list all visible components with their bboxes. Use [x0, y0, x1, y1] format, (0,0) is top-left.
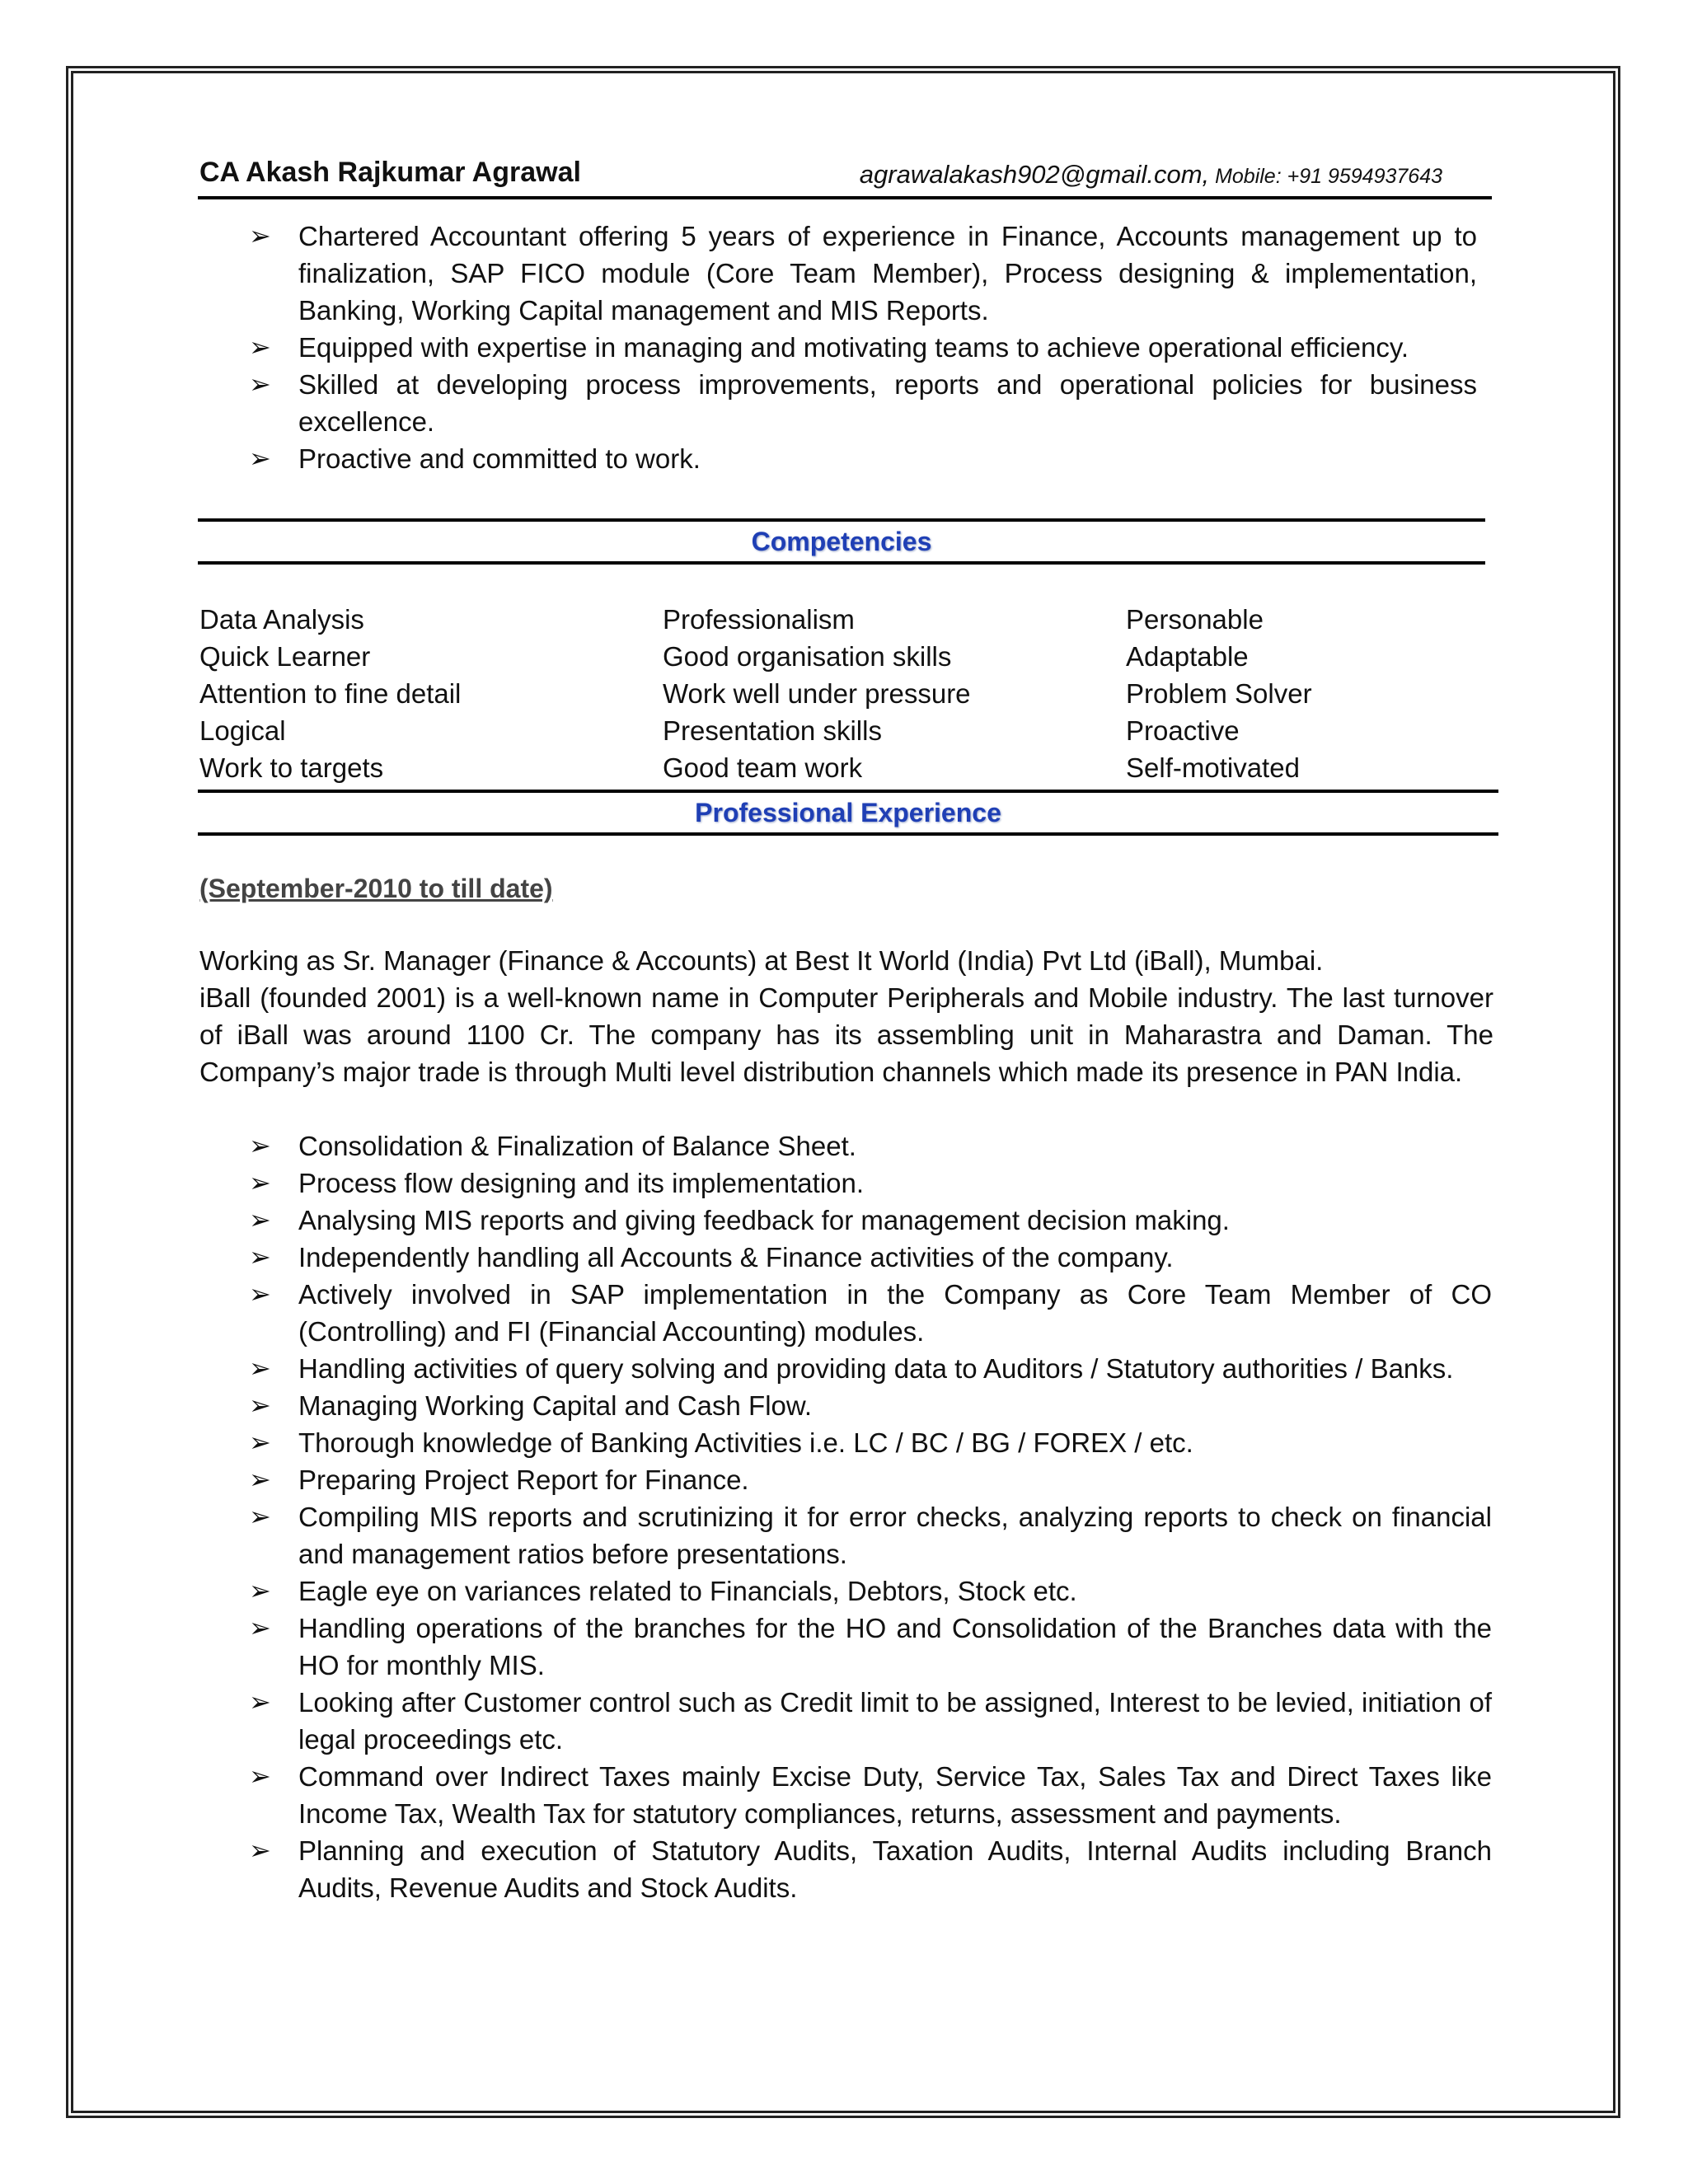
employment-period: (September-2010 to till date) [199, 874, 553, 903]
summary-list [198, 218, 1477, 477]
duty-item: ➢ Eagle eye on variances related to Financials, Debtors, Stock etc. [198, 1572, 1492, 1610]
duty-item: ➢ Handling activities of query solving and providing data to Auditors / Statutory authorities / Banks. [198, 1350, 1492, 1387]
duty-item: ➢ Thorough knowledge of Banking Activities i.e. LC / BC / BG / FOREX / etc. [198, 1424, 1492, 1461]
duty-item: ➢ Handling operations of the branches for the HO and Consolidation of the Branches data with the HO for monthly MIS. [198, 1610, 1492, 1684]
competency-item: Adaptable [1126, 641, 1249, 672]
arrow-bullet-icon: ➢ [249, 443, 271, 473]
arrow-bullet-icon: ➢ [249, 1390, 271, 1420]
competency-item: Presentation skills [663, 715, 882, 746]
experience-heading: Professional Experience [198, 790, 1498, 836]
email-address[interactable]: agrawalakash902@gmail.com, [859, 160, 1210, 189]
arrow-bullet-icon: ➢ [249, 221, 271, 251]
competency-item: Problem Solver [1126, 678, 1312, 709]
arrow-bullet-icon: ➢ [249, 1576, 271, 1605]
duty-item: ➢ Actively involved in SAP implementation in the Company as Core Team Member of CO (Controlling) and FI (Financial Accounting) modules. [198, 1276, 1492, 1350]
arrow-bullet-icon: ➢ [249, 369, 271, 399]
arrow-bullet-icon: ➢ [249, 1168, 271, 1197]
competency-item: Self-motivated [1126, 752, 1300, 783]
arrow-bullet-icon: ➢ [249, 1242, 271, 1272]
arrow-bullet-icon: ➢ [249, 1205, 271, 1235]
role-statement: Working as Sr. Manager (Finance & Accounts) at Best It World (India) Pvt Ltd (iBall), Mumbai. [199, 945, 1324, 976]
candidate-name: CA Akash Rajkumar Agrawal [199, 157, 581, 188]
competencies-heading: Competencies [198, 518, 1485, 565]
competency-item: Good organisation skills [663, 641, 952, 672]
arrow-bullet-icon: ➢ [249, 1279, 271, 1309]
arrow-bullet-icon: ➢ [249, 1687, 271, 1717]
duty-item: ➢ Independently handling all Accounts & Finance activities of the company. [198, 1239, 1492, 1276]
duty-item: ➢ Command over Indirect Taxes mainly Excise Duty, Service Tax, Sales Tax and Direct Taxes like Income Tax, Wealth Tax for statutory compliances, returns, assessment and payments. [198, 1758, 1492, 1832]
summary-item: ➢ Chartered Accountant offering 5 years of experience in Finance, Accounts management up to finalization, SAP FICO module (Core Team Member), Process designing & implementation, Banking, Working Capital management and MIS Reports. [198, 218, 1477, 329]
arrow-bullet-icon: ➢ [249, 1502, 271, 1531]
mobile-number: Mobile: +91 9594937643 [1209, 165, 1442, 188]
arrow-bullet-icon: ➢ [249, 1427, 271, 1457]
company-description [198, 942, 1493, 1090]
duty-item: ➢ Managing Working Capital and Cash Flow. [198, 1387, 1492, 1424]
competency-item: Logical [199, 715, 286, 746]
competency-item: Work to targets [199, 752, 384, 783]
duty-item: ➢ Compiling MIS reports and scrutinizing it for error checks, analyzing reports to check on financial and management ratios before presentations. [198, 1498, 1492, 1572]
duties-list [198, 1127, 1492, 1906]
arrow-bullet-icon: ➢ [249, 1131, 271, 1160]
competency-item: Professionalism [663, 604, 855, 635]
company-overview: iBall (founded 2001) is a well-known name in Computer Peripherals and Mobile industry. The last turnover of iBall was around 1100 Cr. The company has its assembling unit in Maharastra and Daman. The Company’s major trade is through Multi level distribution channels which made its presence in PAN India. [199, 982, 1493, 1087]
summary-item: ➢ Skilled at developing process improvements, reports and operational policies for business excellence. [198, 366, 1477, 440]
competency-item: Good team work [663, 752, 863, 783]
resume-header [198, 153, 1492, 199]
arrow-bullet-icon: ➢ [249, 1835, 271, 1865]
resume-page [198, 153, 1492, 1906]
summary-item: ➢ Equipped with expertise in managing and motivating teams to achieve operational efficiency. [198, 329, 1477, 366]
arrow-bullet-icon: ➢ [249, 1353, 271, 1383]
contact-info [860, 160, 1442, 190]
duty-item: ➢ Consolidation & Finalization of Balance Sheet. [198, 1127, 1492, 1165]
duty-item: ➢ Process flow designing and its implementation. [198, 1165, 1492, 1202]
competency-item: Data Analysis [199, 604, 364, 635]
arrow-bullet-icon: ➢ [249, 1613, 271, 1643]
arrow-bullet-icon: ➢ [249, 1465, 271, 1494]
duty-item: ➢ Looking after Customer control such as Credit limit to be assigned, Interest to be levied, initiation of legal proceedings etc. [198, 1684, 1492, 1758]
duty-item: ➢ Planning and execution of Statutory Audits, Taxation Audits, Internal Audits including Branch Audits, Revenue Audits and Stock Audits. [198, 1832, 1492, 1906]
duty-item: ➢ Analysing MIS reports and giving feedback for management decision making. [198, 1202, 1492, 1239]
summary-item: ➢ Proactive and committed to work. [198, 440, 1477, 477]
arrow-bullet-icon: ➢ [249, 1761, 271, 1791]
competency-item: Personable [1126, 604, 1264, 635]
competency-item: Proactive [1126, 715, 1240, 746]
competency-item: Work well under pressure [663, 678, 971, 709]
competency-item: Attention to fine detail [199, 678, 462, 709]
arrow-bullet-icon: ➢ [249, 332, 271, 362]
duty-item: ➢ Preparing Project Report for Finance. [198, 1461, 1492, 1498]
competency-item: Quick Learner [199, 641, 371, 672]
competencies-grid [198, 601, 1492, 786]
